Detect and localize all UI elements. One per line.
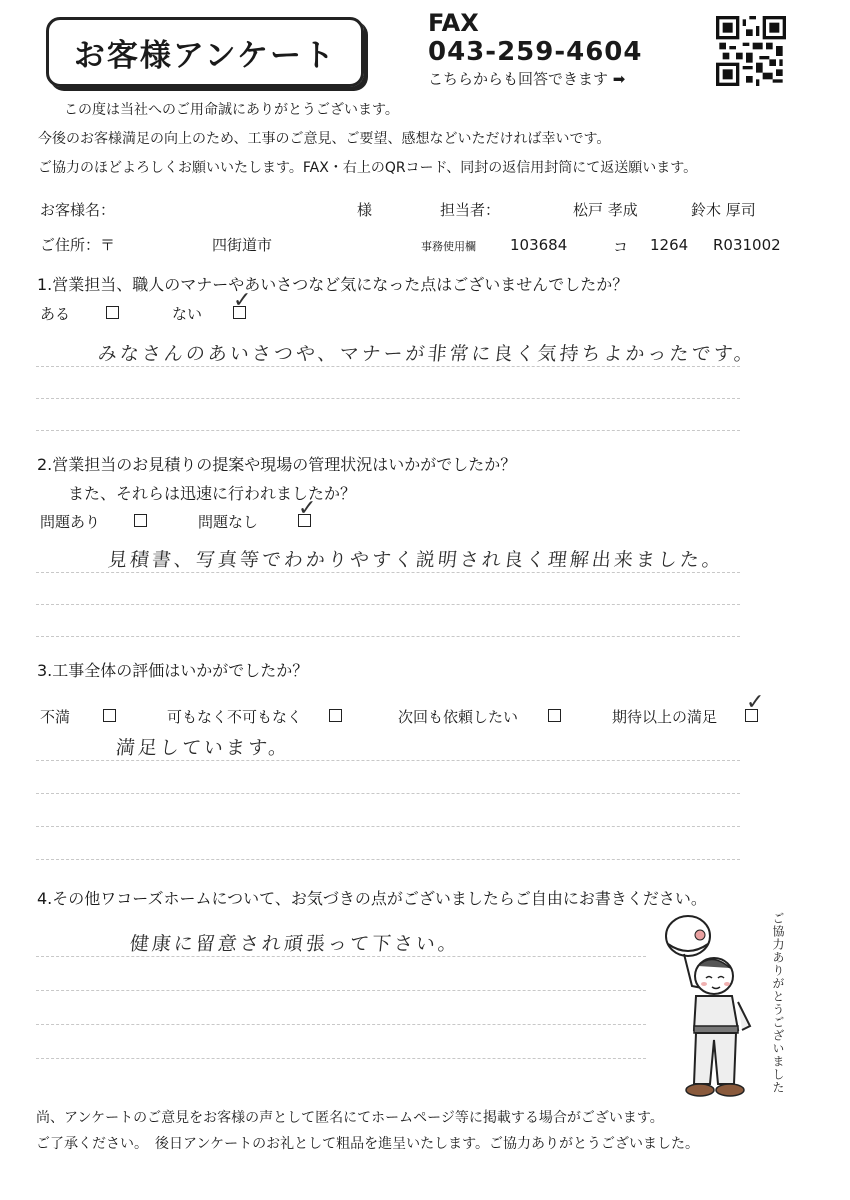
footer-line-1: 尚、アンケートのご意見をお客様の声として匿名にてホームページ等に掲載する場合がございます。	[36, 1110, 664, 1126]
q2-option-problem-label: 問題あり	[40, 513, 101, 531]
qr-code-icon[interactable]	[716, 16, 786, 86]
q1-option-yes-label: ある	[40, 305, 71, 323]
q3-option-2-label: 可もなく不可もなく	[167, 708, 303, 726]
address-label: ご住所：〒	[40, 236, 116, 254]
question-3: 3.工事全体の評価はいかがでしたか？	[37, 661, 309, 680]
question-2-sub: また、それらは迅速に行われましたか？	[68, 484, 357, 503]
intro-line-1: この度は当社へのご用命誠にありがとうございます。	[64, 102, 399, 118]
fax-note: こちらからも回答できます ➡	[428, 70, 626, 88]
fax-label: FAX	[428, 9, 479, 37]
q2-option-noproblem-label: 問題なし	[198, 513, 259, 531]
answer-line	[36, 859, 740, 860]
q4-handwritten-answer[interactable]: 健康に留意され頑張って下さい。	[128, 933, 462, 955]
staff-name-2: 鈴木 厚司	[691, 201, 756, 219]
answer-line	[36, 793, 740, 794]
q1-check-mark-icon: ✓	[233, 288, 252, 313]
answer-line	[36, 398, 740, 399]
q3-check-mark-icon: ✓	[746, 690, 765, 715]
q3-option-1-checkbox[interactable]	[103, 709, 116, 722]
survey-title: お客様アンケート	[46, 17, 364, 87]
answer-line	[36, 366, 740, 367]
answer-line	[36, 572, 740, 573]
answer-line	[36, 1024, 646, 1025]
question-4: 4.その他ワコーズホームについて、お気づきの点がございましたらご自由にお書きください。	[37, 889, 707, 908]
q2-check-mark-icon: ✓	[298, 496, 317, 521]
office-code-2: コ	[613, 238, 629, 256]
q3-option-1-label: 不満	[40, 708, 71, 726]
footer-line-2: ご了承ください。 後日アンケートのお礼として粗品を進呈いたします。ご協力ありがとうございました。	[36, 1136, 700, 1152]
staff-name-1: 松戸 孝成	[573, 201, 638, 219]
worker-mascot-icon	[654, 908, 764, 1108]
question-2: 2.営業担当のお見積りの提案や現場の管理状況はいかがでしたか？	[37, 455, 517, 474]
answer-line	[36, 604, 740, 605]
q2-option-problem-checkbox[interactable]	[134, 514, 147, 527]
q1-option-yes-checkbox[interactable]	[106, 306, 119, 319]
q1-option-no-label: ない	[172, 305, 203, 323]
sama-label: 様	[357, 201, 373, 219]
office-code-3: 1264	[650, 236, 689, 254]
q3-handwritten-answer[interactable]: 満足しています。	[114, 737, 292, 759]
question-1: 1.営業担当、職人のマナーやあいさつなど気になった点はございませんでしたか？	[37, 275, 629, 294]
customer-name-label: お客様名：	[40, 201, 116, 219]
office-use-label: 事務使用欄	[421, 240, 476, 253]
answer-line	[36, 826, 740, 827]
intro-line-3: ご協力のほどよろしくお願いいたします。FAX・右上のQRコード、同封の返信用封筒にて返送願います。	[38, 160, 698, 176]
answer-line	[36, 990, 646, 991]
office-code-1: 103684	[510, 236, 568, 254]
mascot-thanks-text: ご協力ありがとうございました	[771, 912, 785, 1094]
fax-number: 043-259-4604	[428, 37, 643, 67]
q3-option-2-checkbox[interactable]	[329, 709, 342, 722]
answer-line	[36, 636, 740, 637]
answer-line	[36, 760, 740, 761]
answer-line	[36, 956, 646, 957]
intro-line-2: 今後のお客様満足の向上のため、工事のご意見、ご要望、感想などいただければ幸いです。	[38, 131, 611, 147]
answer-line	[36, 430, 740, 431]
q2-handwritten-answer[interactable]: 見積書、写真等でわかりやすく説明され良く理解出来ました。	[106, 549, 726, 571]
q3-option-3-label: 次回も依頼したい	[398, 708, 519, 726]
answer-line	[36, 1058, 646, 1059]
staff-label: 担当者：	[440, 201, 501, 219]
address-city: 四街道市	[212, 236, 273, 254]
q3-option-4-label: 期待以上の満足	[612, 708, 718, 726]
q3-option-3-checkbox[interactable]	[548, 709, 561, 722]
q1-handwritten-answer[interactable]: みなさんのあいさつや、マナーが非常に良く気持ちよかったです。	[96, 343, 758, 365]
office-code-4: R031002	[713, 236, 781, 254]
